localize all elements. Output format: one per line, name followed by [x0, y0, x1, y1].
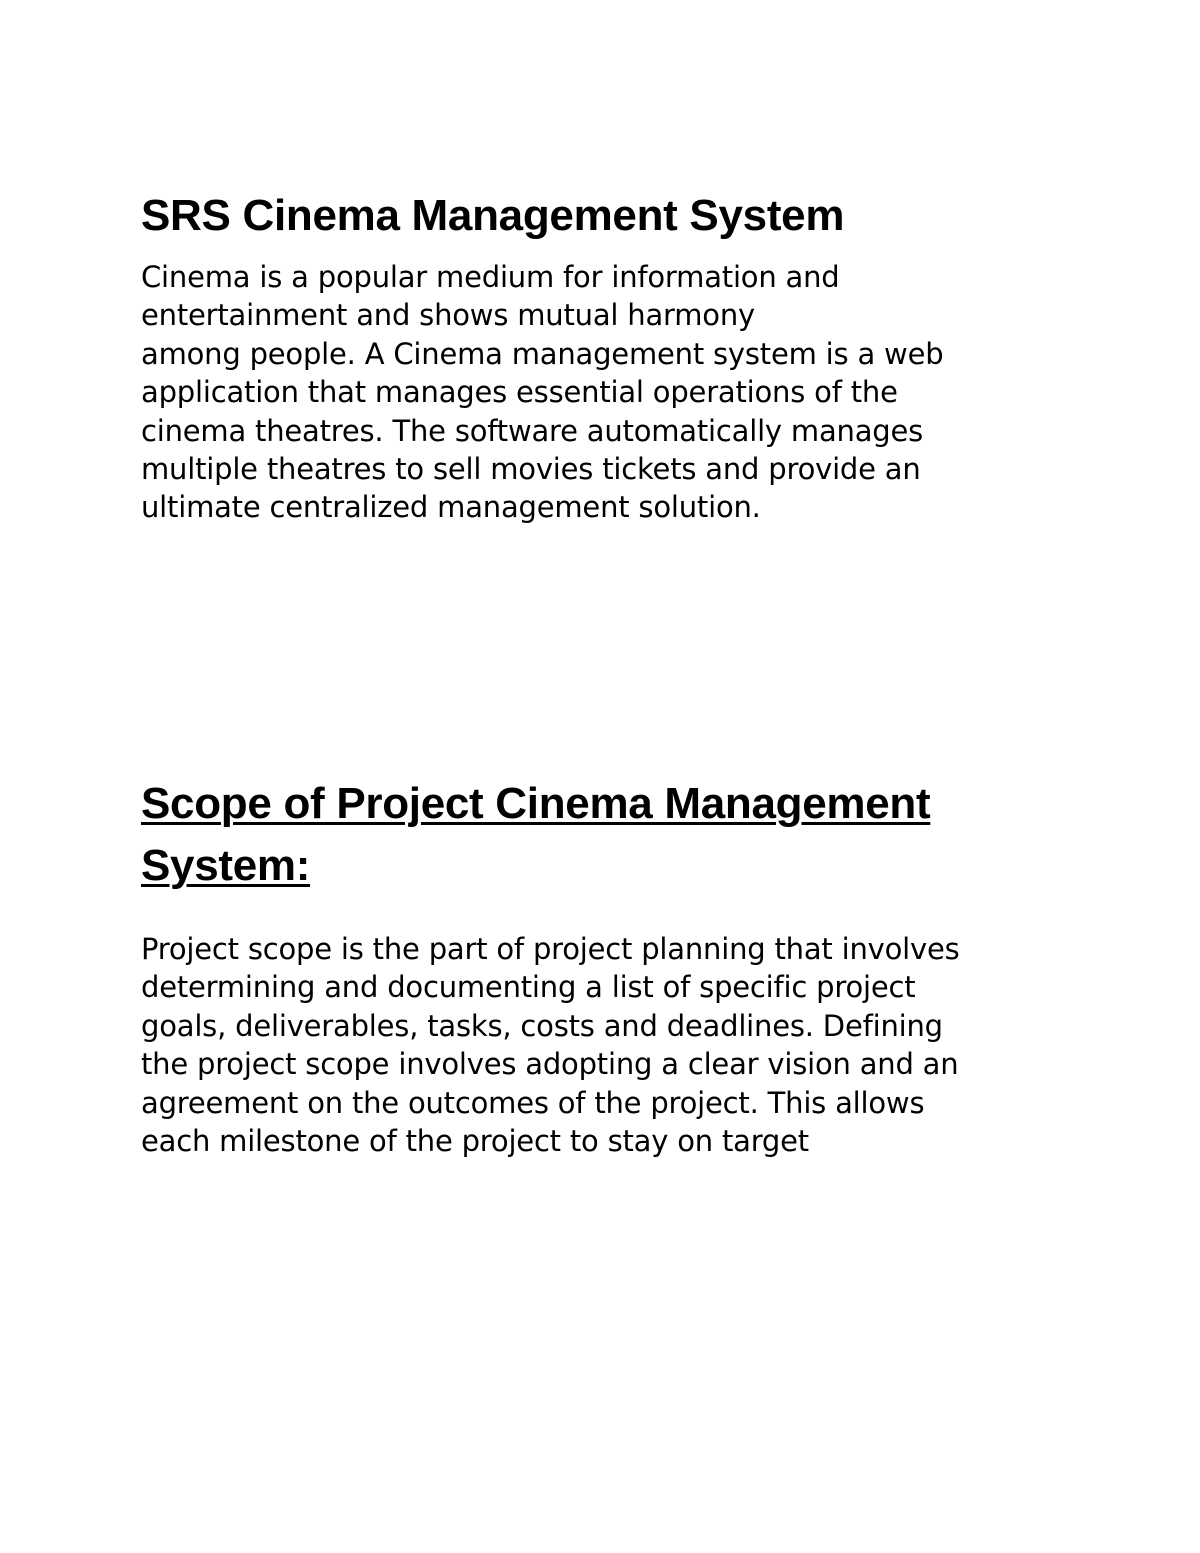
paragraph-line: entertainment and shows mutual harmony	[141, 298, 755, 333]
paragraph-line: among people. A Cinema management system is a web	[141, 336, 944, 371]
page-title: SRS Cinema Management System	[141, 191, 845, 240]
heading-line	[141, 773, 930, 835]
paragraph-line: agreement on the outcomes of the project. This allows	[141, 1085, 925, 1120]
paragraph-line: Cinema is a popular medium for information and	[141, 260, 840, 294]
paragraph-line: multiple theatres to sell movies tickets and provide an	[141, 452, 921, 487]
scope-paragraph	[141, 930, 960, 1160]
heading-line-text: Scope of Project Cinema Management	[141, 779, 931, 828]
paragraph-line: application that manages essential operations of the	[141, 375, 898, 410]
heading-line-text: System:	[141, 841, 311, 890]
paragraph-line: determining and documenting a list of specific project	[141, 970, 916, 1005]
paragraph-line: each milestone of the project to stay on target	[141, 1124, 809, 1159]
scope-heading	[141, 773, 930, 897]
paragraph-line: goals, deliverables, tasks, costs and deadlines. Defining	[141, 1008, 943, 1043]
intro-paragraph	[141, 258, 943, 527]
heading-line	[141, 835, 930, 897]
paragraph-line: ultimate centralized management solution.	[141, 490, 761, 525]
paragraph-line: Project scope is the part of project planning that involves	[141, 932, 960, 966]
paragraph-line: cinema theatres. The software automatically manages	[141, 413, 924, 448]
paragraph-line: the project scope involves adopting a clear vision and an	[141, 1047, 959, 1082]
